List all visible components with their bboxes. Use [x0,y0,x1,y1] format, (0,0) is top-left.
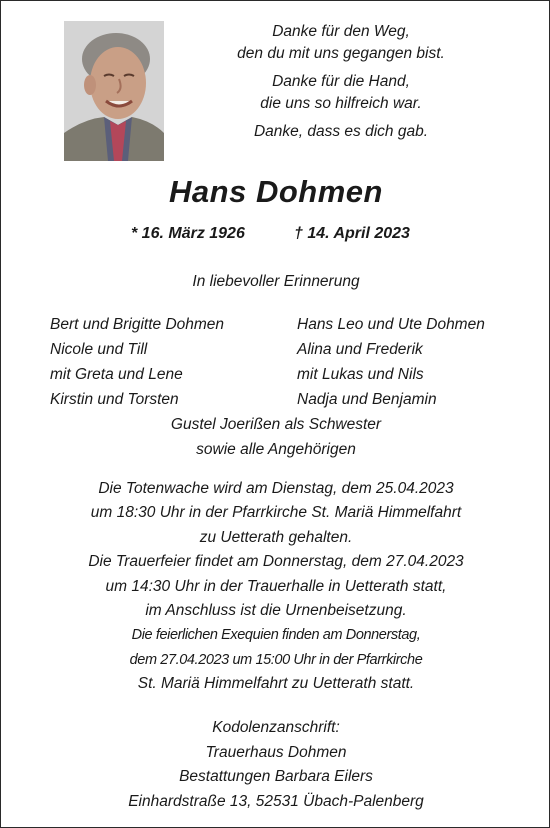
service-line: um 14:30 Uhr in der Trauerhalle in Uetterath statt, [105,577,447,595]
family-line: sowie alle Angehörigen [196,441,356,458]
deceased-name: Hans Dohmen [169,174,383,209]
poem-stanza-2 [191,71,491,115]
family-column-right [297,312,485,412]
address-line: Trauerhaus Dohmen [205,743,347,761]
family-line: Alina und Frederik [297,341,423,358]
service-line: Die Trauerfeier findet am Donnerstag, dem 27.04.2023 [88,553,464,571]
service-line: Die Totenwache wird am Dienstag, dem 25.04.2023 [98,480,454,497]
poem-line: Danke, dass es dich gab. [253,123,429,140]
poem-stanza-1 [191,21,491,65]
poem-line: die uns so hilfreich war. [260,95,422,112]
poem-line: Danke für die Hand, [272,73,410,90]
death-date: † 14. April 2023 [294,225,410,242]
family-line: Bert und Brigitte Dohmen [50,316,225,333]
address-line: Einhardstraße 13, 52531 Übach-Palenberg [128,792,424,810]
service-line: im Anschluss ist die Urnenbeisetzung. [145,602,407,620]
poem [191,21,491,149]
service-line: Die feierlichen Exequien finden am Donnerstag, [131,627,421,644]
poem-line: den du mit uns gegangen bist. [237,45,445,62]
poem-line: Danke für den Weg, [272,23,410,40]
address-line: Kodolenzanschrift: [212,719,340,736]
family-line: mit Greta und Lene [50,366,183,383]
birth-date: * 16. März 1926 [131,225,245,242]
service-info [1,477,550,697]
family-extra [1,412,550,462]
poem-stanza-3 [191,121,491,143]
family-line: mit Lukas und Nils [297,366,424,383]
family-column-left [50,312,224,412]
service-line: St. Mariä Himmelfahrt zu Uetterath statt. [137,675,415,693]
address-line: Bestattungen Barbara Eilers [179,768,373,785]
portrait-photo [64,21,164,161]
service-line: zu Uetterath gehalten. [199,528,353,546]
service-line: dem 27.04.2023 um 15:00 Uhr in der Pfarrkirche [129,651,423,668]
family-line: Nicole und Till [50,341,148,358]
family-line: Gustel Joerißen als Schwester [170,416,382,433]
family-line: Nadja und Benjamin [297,391,437,408]
family-line: Kirstin und Torsten [50,391,179,408]
family-line: Hans Leo und Ute Dohmen [297,316,485,333]
condolence-address [1,716,550,814]
memorial-line: In liebevoller Erinnerung [192,273,360,290]
service-line: um 18:30 Uhr in der Pfarrkirche St. Mariä Himmelfahrt [90,504,462,522]
